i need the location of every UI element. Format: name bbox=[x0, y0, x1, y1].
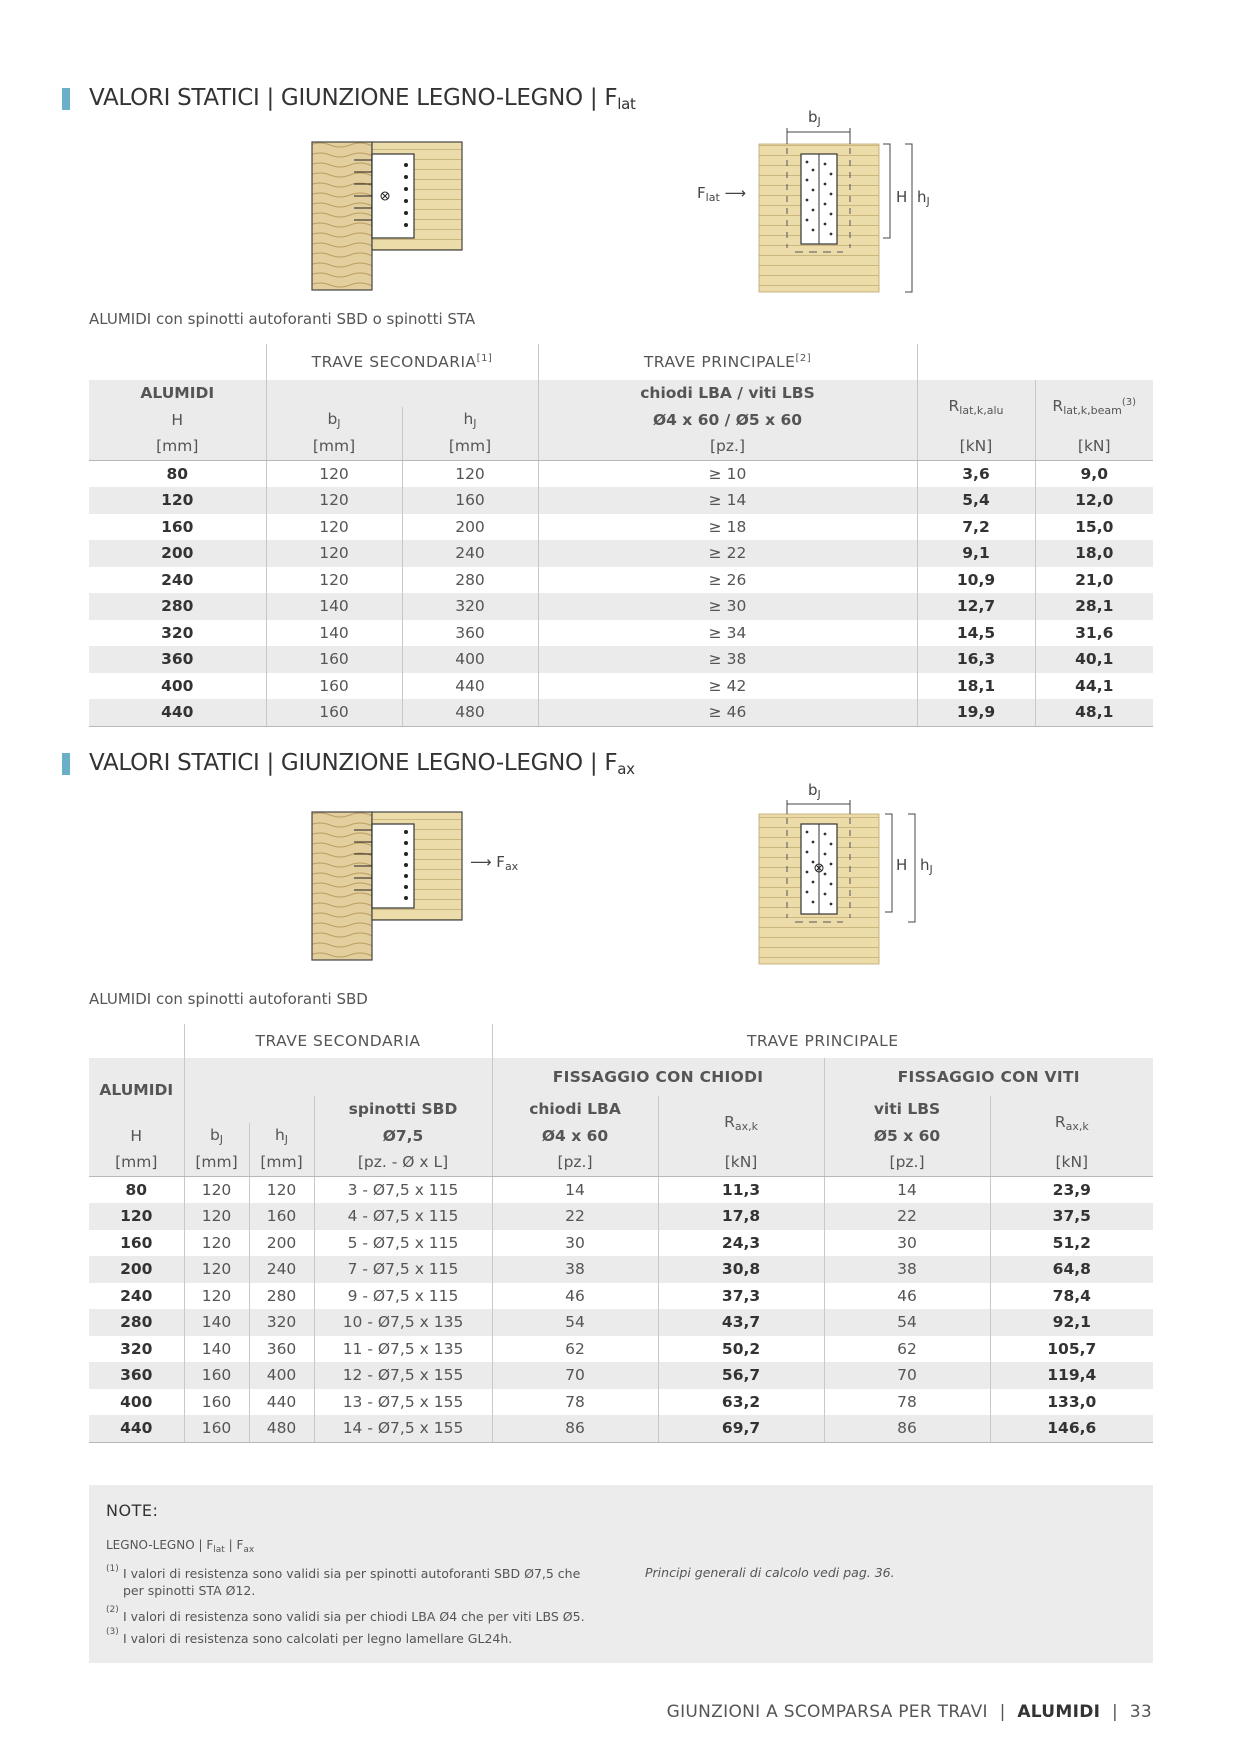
table-cell: 17,8 bbox=[658, 1203, 824, 1230]
page-number: 33 bbox=[1129, 1702, 1152, 1722]
table-cell: 120 bbox=[89, 487, 266, 514]
table-lat-col-H: H bbox=[89, 407, 266, 434]
lat-force-label: $F_{lat}$ ⟶ bbox=[697, 184, 747, 204]
table-cell: 480 bbox=[402, 699, 538, 726]
arrow-right-icon: ⟶ bbox=[470, 853, 492, 871]
table-cell: 160 bbox=[184, 1415, 249, 1442]
table-cell: 15,0 bbox=[1035, 514, 1153, 541]
table-cell: 200 bbox=[89, 1256, 184, 1283]
table-ax-col-lba-2: Ø4 x 60 bbox=[492, 1123, 658, 1150]
table-cell: 120 bbox=[184, 1283, 249, 1310]
table-cell: 7 - Ø7,5 x 115 bbox=[314, 1256, 492, 1283]
table-cell: 400 bbox=[249, 1362, 314, 1389]
table-cell: ≥ 14 bbox=[538, 487, 917, 514]
table-cell: 480 bbox=[249, 1415, 314, 1442]
table-cell: 120 bbox=[184, 1176, 249, 1203]
table-lat-group-secondaria: TRAVE SECONDARIA[1] bbox=[266, 344, 538, 380]
table-cell: 5 - Ø7,5 x 115 bbox=[314, 1230, 492, 1257]
table-lat-col-hj: $h_J$ bbox=[402, 407, 538, 434]
ax-H-label: H bbox=[896, 856, 908, 874]
unit-cell: [kN] bbox=[917, 433, 1035, 460]
table-cell: 440 bbox=[402, 673, 538, 700]
table-ax-col-rax: $R_{ax,k}$ bbox=[658, 1096, 824, 1149]
unit-cell: [mm] bbox=[249, 1149, 314, 1176]
table-lat-col-fasteners-2: Ø4 x 60 / Ø5 x 60 bbox=[538, 407, 917, 434]
table-cell: 92,1 bbox=[990, 1309, 1153, 1336]
table-cell: 18,0 bbox=[1035, 540, 1153, 567]
table-cell: 12,0 bbox=[1035, 487, 1153, 514]
section1-caption: ALUMIDI con spinotti autoforanti SBD o spinotti STA bbox=[89, 310, 476, 328]
table-cell: 160 bbox=[266, 699, 402, 726]
table-cell: 9,1 bbox=[917, 540, 1035, 567]
table-row bbox=[89, 673, 1153, 700]
unit-cell: [mm] bbox=[184, 1149, 249, 1176]
diagram-lat-front-view bbox=[755, 126, 920, 296]
unit-cell: [pz.] bbox=[824, 1149, 990, 1176]
table-cell: 46 bbox=[492, 1283, 658, 1310]
table-row bbox=[89, 1336, 1153, 1363]
unit-cell: [pz.] bbox=[538, 433, 917, 460]
table-cell: 440 bbox=[89, 1415, 184, 1442]
table-lat-col-bj: $b_J$ bbox=[266, 407, 402, 434]
table-cell: 63,2 bbox=[658, 1389, 824, 1416]
unit-cell: [mm] bbox=[402, 433, 538, 460]
table-cell: 14 bbox=[824, 1176, 990, 1203]
ax-bj-label: $b_J$ bbox=[808, 781, 821, 801]
notes-box bbox=[89, 1485, 1153, 1663]
table-lat-group-principale: TRAVE PRINCIPALE[2] bbox=[538, 344, 917, 380]
table-cell: 160 bbox=[120, 1233, 153, 1252]
table-ax-group-principale: TRAVE PRINCIPALE bbox=[492, 1024, 1153, 1058]
table-cell: 120 bbox=[266, 487, 402, 514]
table-ax-group-chiodi: FISSAGGIO CON CHIODI bbox=[492, 1058, 824, 1096]
unit-cell: [kN] bbox=[990, 1149, 1153, 1176]
table-cell: 48,1 bbox=[1035, 699, 1153, 726]
table-cell: 3 - Ø7,5 x 115 bbox=[314, 1176, 492, 1203]
table-cell: 240 bbox=[161, 570, 194, 589]
table-cell: 16,3 bbox=[917, 646, 1035, 673]
table-cell: 140 bbox=[184, 1309, 249, 1336]
table-ax-col-sbd-2: Ø7,5 bbox=[314, 1123, 492, 1150]
diagram-lat-side-view bbox=[310, 140, 470, 292]
table-cell: 78 bbox=[824, 1389, 990, 1416]
table-cell: 140 bbox=[184, 1336, 249, 1363]
table-cell: 120 bbox=[89, 1203, 184, 1230]
table-cell: 3,6 bbox=[917, 460, 1035, 487]
table-cell: 440 bbox=[249, 1389, 314, 1416]
table-cell: ≥ 30 bbox=[538, 593, 917, 620]
table-cell: 280 bbox=[89, 593, 266, 620]
table-cell: 160 bbox=[402, 487, 538, 514]
table-row bbox=[89, 1203, 1153, 1230]
table-cell: 280 bbox=[89, 1309, 184, 1336]
section1-title-text: VALORI STATICI | GIUNZIONE LEGNO-LEGNO | F bbox=[89, 85, 618, 111]
table-lat-col-rlat-alu: $R_{lat,k,alu}$ bbox=[917, 380, 1035, 433]
table-cell: 240 bbox=[249, 1256, 314, 1283]
table-lat bbox=[89, 344, 1153, 727]
ax-force-label: ⟶ $F_{ax}$ bbox=[470, 853, 519, 873]
unit-cell: [mm] bbox=[89, 433, 266, 460]
table-cell: 38 bbox=[492, 1256, 658, 1283]
table-cell: 12,7 bbox=[917, 593, 1035, 620]
table-cell: 400 bbox=[402, 646, 538, 673]
table-lat-group-blank bbox=[917, 344, 1153, 380]
table-cell: 240 bbox=[402, 540, 538, 567]
lat-H-label: H bbox=[896, 188, 908, 206]
table-row bbox=[89, 593, 1153, 620]
table-cell: 31,6 bbox=[1035, 620, 1153, 647]
unit-cell: [mm] bbox=[89, 1149, 184, 1176]
table-cell: ≥ 38 bbox=[538, 646, 917, 673]
section2-title bbox=[62, 744, 635, 784]
table-row bbox=[89, 1176, 1153, 1203]
footer-separator: | bbox=[1112, 1702, 1119, 1722]
table-row bbox=[89, 514, 1153, 541]
table-lat-col-fasteners-1: chiodi LBA / viti LBS bbox=[538, 380, 917, 407]
table-cell: 86 bbox=[492, 1415, 658, 1442]
unit-cell: [mm] bbox=[266, 433, 402, 460]
table-cell: 24,3 bbox=[658, 1230, 824, 1257]
notes-subtitle: LEGNO-LEGNO | $F_{lat}$ | $F_{ax}$ bbox=[106, 1538, 255, 1555]
footer-product: ALUMIDI bbox=[1017, 1702, 1101, 1722]
table-cell: 43,7 bbox=[658, 1309, 824, 1336]
note-3: (3) I valori di resistenza sono calcolati per legno lamellare GL24h. bbox=[106, 1627, 513, 1646]
table-cell: 240 bbox=[120, 1286, 153, 1305]
table-cell: 37,3 bbox=[658, 1283, 824, 1310]
table-lat-col-rlat-beam: $R_{lat,k,beam}^{(3)}$ bbox=[1035, 380, 1153, 433]
table-ax-col-lbs-1: viti LBS bbox=[824, 1096, 990, 1123]
table-cell: 78 bbox=[492, 1389, 658, 1416]
table-cell: 140 bbox=[266, 593, 402, 620]
title-accent-bar bbox=[62, 753, 70, 775]
table-cell: 30 bbox=[824, 1230, 990, 1257]
note-1: (1) I valori di resistenza sono validi sia per spinotti autoforanti SBD Ø7,5 che per spinotti STA Ø12. bbox=[106, 1564, 581, 1598]
table-cell: 54 bbox=[824, 1309, 990, 1336]
ax-hj-label: $h_J$ bbox=[920, 856, 933, 876]
table-cell: 360 bbox=[89, 646, 266, 673]
table-cell: 120 bbox=[266, 460, 402, 487]
table-cell: 120 bbox=[266, 514, 402, 541]
table-cell: 120 bbox=[184, 1230, 249, 1257]
lat-bj-label: $b_J$ bbox=[808, 108, 821, 128]
table-ax-col-rax2: $R_{ax,k}$ bbox=[990, 1096, 1153, 1149]
table-cell: 320 bbox=[249, 1309, 314, 1336]
table-cell: ≥ 42 bbox=[538, 673, 917, 700]
table-cell: 119,4 bbox=[990, 1362, 1153, 1389]
table-cell: 105,7 bbox=[990, 1336, 1153, 1363]
table-row bbox=[89, 487, 1153, 514]
table-cell: ≥ 34 bbox=[538, 620, 917, 647]
table-cell: 9,0 bbox=[1035, 460, 1153, 487]
table-ax-col-H: H bbox=[89, 1123, 184, 1150]
footer-separator: | bbox=[999, 1702, 1006, 1722]
table-cell: 160 bbox=[184, 1362, 249, 1389]
table-cell: 200 bbox=[402, 514, 538, 541]
table-ax-col-lba-1: chiodi LBA bbox=[492, 1096, 658, 1123]
table-row bbox=[89, 540, 1153, 567]
table-cell: 14 - Ø7,5 x 155 bbox=[314, 1415, 492, 1442]
table-cell: 56,7 bbox=[658, 1362, 824, 1389]
table-cell: 69,7 bbox=[658, 1415, 824, 1442]
table-cell: 18,1 bbox=[917, 673, 1035, 700]
table-cell: 30 bbox=[492, 1230, 658, 1257]
page-footer bbox=[667, 1702, 1152, 1722]
table-row bbox=[89, 1256, 1153, 1283]
table-row bbox=[89, 699, 1153, 726]
table-cell: 360 bbox=[249, 1336, 314, 1363]
table-cell: 280 bbox=[402, 567, 538, 594]
table-ax-col-sbd-1: spinotti SBD bbox=[314, 1096, 492, 1123]
table-cell: 70 bbox=[824, 1362, 990, 1389]
table-cell: 38 bbox=[824, 1256, 990, 1283]
table-row bbox=[89, 646, 1153, 673]
table-cell: 78,4 bbox=[990, 1283, 1153, 1310]
table-cell: 28,1 bbox=[1035, 593, 1153, 620]
table-cell: 360 bbox=[402, 620, 538, 647]
table-ax-body bbox=[89, 1176, 1153, 1442]
table-cell: 13 - Ø7,5 x 155 bbox=[314, 1389, 492, 1416]
table-row bbox=[89, 460, 1153, 487]
note-2: (2) I valori di resistenza sono validi sia per chiodi LBA Ø4 che per viti LBS Ø5. bbox=[106, 1605, 585, 1624]
table-cell: 54 bbox=[492, 1309, 658, 1336]
table-row bbox=[89, 1283, 1153, 1310]
notes-title: NOTE: bbox=[106, 1501, 159, 1520]
table-cell: 4 - Ø7,5 x 115 bbox=[314, 1203, 492, 1230]
table-cell: 80 bbox=[166, 464, 189, 483]
table-row bbox=[89, 567, 1153, 594]
table-cell: 360 bbox=[89, 1362, 184, 1389]
table-ax-col-lbs-2: Ø5 x 60 bbox=[824, 1123, 990, 1150]
table-cell: 10 - Ø7,5 x 135 bbox=[314, 1309, 492, 1336]
table-ax bbox=[89, 1024, 1153, 1443]
table-ax-group-secondaria: TRAVE SECONDARIA bbox=[184, 1024, 492, 1058]
table-cell: 440 bbox=[89, 699, 266, 726]
table-cell: 62 bbox=[824, 1336, 990, 1363]
table-cell: 160 bbox=[249, 1203, 314, 1230]
table-cell: 160 bbox=[161, 517, 194, 536]
table-cell: 320 bbox=[120, 1339, 153, 1358]
diagram-ax-side-view bbox=[310, 810, 470, 962]
table-cell: 14,5 bbox=[917, 620, 1035, 647]
table-cell: 120 bbox=[249, 1176, 314, 1203]
table-cell: 14 bbox=[492, 1176, 658, 1203]
lat-hj-label: $h_J$ bbox=[917, 188, 930, 208]
section2-caption: ALUMIDI con spinotti autoforanti SBD bbox=[89, 990, 368, 1008]
table-cell: ≥ 26 bbox=[538, 567, 917, 594]
table-cell: 50,2 bbox=[658, 1336, 824, 1363]
table-cell: 30,8 bbox=[658, 1256, 824, 1283]
table-cell: ≥ 10 bbox=[538, 460, 917, 487]
table-lat-body bbox=[89, 460, 1153, 726]
table-cell: 400 bbox=[120, 1392, 153, 1411]
table-cell: 320 bbox=[402, 593, 538, 620]
table-cell: 22 bbox=[824, 1203, 990, 1230]
section1-title bbox=[62, 79, 636, 119]
table-lat-col-alumidi: ALUMIDI bbox=[89, 380, 266, 407]
table-ax-col-alumidi: ALUMIDI bbox=[89, 1058, 184, 1123]
table-cell: 133,0 bbox=[990, 1389, 1153, 1416]
table-cell: 120 bbox=[402, 460, 538, 487]
table-cell: 23,9 bbox=[990, 1176, 1153, 1203]
table-cell: 70 bbox=[492, 1362, 658, 1389]
table-cell: 64,8 bbox=[990, 1256, 1153, 1283]
table-cell: 22 bbox=[492, 1203, 658, 1230]
table-cell: 280 bbox=[249, 1283, 314, 1310]
table-row bbox=[89, 1415, 1153, 1442]
table-cell: 51,2 bbox=[990, 1230, 1153, 1257]
table-cell: 160 bbox=[266, 646, 402, 673]
table-cell: 19,9 bbox=[917, 699, 1035, 726]
diagram-ax-front-view bbox=[755, 798, 920, 968]
footer-section: GIUNZIONI A SCOMPARSA PER TRAVI bbox=[666, 1702, 988, 1722]
table-cell: 37,5 bbox=[990, 1203, 1153, 1230]
table-cell: 7,2 bbox=[917, 514, 1035, 541]
unit-cell: [pz. - Ø x L] bbox=[314, 1149, 492, 1176]
table-cell: 12 - Ø7,5 x 155 bbox=[314, 1362, 492, 1389]
notes-side-link: Principi generali di calcolo vedi pag. 36. bbox=[645, 1565, 895, 1580]
table-cell: 120 bbox=[266, 567, 402, 594]
table-cell: 120 bbox=[184, 1256, 249, 1283]
table-cell: 21,0 bbox=[1035, 567, 1153, 594]
table-cell: ≥ 46 bbox=[538, 699, 917, 726]
table-cell: 320 bbox=[161, 623, 194, 642]
table-cell: 200 bbox=[89, 540, 266, 567]
table-cell: 11,3 bbox=[658, 1176, 824, 1203]
table-cell: 146,6 bbox=[990, 1415, 1153, 1442]
table-cell: ≥ 22 bbox=[538, 540, 917, 567]
title-accent-bar bbox=[62, 88, 70, 110]
table-cell: 160 bbox=[184, 1389, 249, 1416]
table-cell: 86 bbox=[824, 1415, 990, 1442]
section1-title-sub: lat bbox=[617, 95, 636, 113]
table-cell: 40,1 bbox=[1035, 646, 1153, 673]
unit-cell: [kN] bbox=[658, 1149, 824, 1176]
table-row bbox=[89, 1309, 1153, 1336]
table-cell: 44,1 bbox=[1035, 673, 1153, 700]
table-row bbox=[89, 1389, 1153, 1416]
table-cell: 120 bbox=[266, 540, 402, 567]
arrow-right-icon: ⟶ bbox=[724, 184, 747, 202]
unit-cell: [kN] bbox=[1035, 433, 1153, 460]
table-lat-blank bbox=[89, 344, 266, 380]
table-lat-units-row bbox=[89, 433, 1153, 460]
table-row bbox=[89, 1230, 1153, 1257]
table-cell: 140 bbox=[266, 620, 402, 647]
table-cell: 200 bbox=[249, 1230, 314, 1257]
table-ax-group-viti: FISSAGGIO CON VITI bbox=[824, 1058, 1153, 1096]
table-cell: 5,4 bbox=[917, 487, 1035, 514]
section2-title-sub: ax bbox=[617, 760, 635, 778]
unit-cell: [pz.] bbox=[492, 1149, 658, 1176]
table-cell: 46 bbox=[824, 1283, 990, 1310]
section2-title-text: VALORI STATICI | GIUNZIONE LEGNO-LEGNO | F bbox=[89, 750, 618, 776]
table-cell: 160 bbox=[266, 673, 402, 700]
table-row bbox=[89, 1362, 1153, 1389]
table-cell: 120 bbox=[184, 1203, 249, 1230]
table-cell: ≥ 18 bbox=[538, 514, 917, 541]
table-ax-units-row bbox=[89, 1149, 1153, 1176]
table-ax-col-hj: $h_J$ bbox=[249, 1123, 314, 1150]
table-cell: 10,9 bbox=[917, 567, 1035, 594]
table-cell: 80 bbox=[125, 1180, 148, 1199]
table-ax-col-bj: $b_J$ bbox=[184, 1123, 249, 1150]
table-cell: 62 bbox=[492, 1336, 658, 1363]
table-row bbox=[89, 620, 1153, 647]
table-cell: 11 - Ø7,5 x 135 bbox=[314, 1336, 492, 1363]
table-cell: 9 - Ø7,5 x 115 bbox=[314, 1283, 492, 1310]
table-cell: 400 bbox=[161, 676, 194, 695]
